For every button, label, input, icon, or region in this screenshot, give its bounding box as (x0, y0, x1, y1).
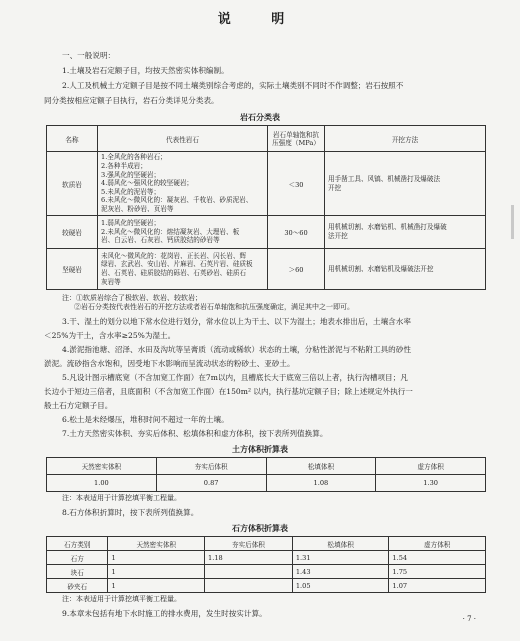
stone-row (47, 551, 486, 565)
para-4-line-1: 4.淤泥指池塘、沼泽、水田及沟坑等呈膏质（流动或稀软）状态的土壤，分粘性淤泥与不粘附工具的砂性 (62, 345, 411, 354)
stone-header: 夯实后体积 (205, 537, 293, 551)
stone-table-note: 注：本表适用于计算挖填平衡工程量。 (62, 595, 181, 603)
item-2-line-2: 同分类按相应定额子目执行，岩石分类详见分类表。 (44, 96, 219, 105)
soil-cell: 1.30 (376, 475, 486, 492)
rock-method: 用机械切割、水磨钻机及爆破法开挖 (325, 249, 486, 290)
stone-cell: 1.43 (292, 565, 389, 579)
soil-cell: 1.00 (47, 475, 157, 492)
page-edge-mark (511, 205, 514, 239)
stone-cell: 1.07 (389, 579, 486, 593)
page-number: · 7 · (462, 615, 476, 623)
rock-note-1: 注：①软质岩综合了极软岩、软岩、较软岩； (62, 294, 202, 302)
soil-table-caption: 土方体积折算表 (232, 444, 288, 454)
stone-cell: 1 (108, 565, 205, 579)
rock-strength: 30～60 (268, 216, 325, 249)
soil-cell: 0.87 (156, 475, 266, 492)
para-6: 6.松土是未经爆压，堆积时间不超过一年的土壤。 (62, 415, 229, 424)
rock-examples: 1.弱风化的坚硬岩； 2.未风化～微风化的：熔结凝灰岩、大理岩、板 岩、白云岩、石灰岩、钙质胶结的砂岩等 (98, 216, 268, 249)
soil-header: 虚方体积 (376, 458, 486, 475)
stone-header: 天然密实体积 (108, 537, 205, 551)
rock-strength: ＜30 (268, 152, 325, 216)
para-5-line-3: 般土石方定额子目。 (44, 401, 113, 410)
stone-cell: 块石 (47, 565, 108, 579)
rock-row-soft (47, 152, 486, 216)
stone-cell: 砂夹石 (47, 579, 108, 593)
para-7: 7.土方天然密实体积、夯实后体积、松填体积和虚方体积，按下表所列值换算。 (62, 429, 328, 438)
soil-row (47, 475, 486, 492)
item-1: 1.土壤及岩石定额子目，均按天然密实体积编制。 (62, 66, 229, 75)
stone-cell: 1.75 (389, 565, 486, 579)
para-5-line-1: 5.凡设计图示槽底宽（不含加宽工作面）在7m以内，且槽底长大于底宽三倍以上者，执行沟槽项目；凡 (62, 373, 408, 382)
stone-cell: 石方 (47, 551, 108, 565)
para-5-line-2: 长边小于短边三倍者，且底面积（不含加宽工作面）在150m² 以内，执行基坑定额子目；除上述规定外执行一 (44, 387, 413, 396)
rock-examples: 1.全风化的各种岩石； 2.各种半成岩； 3.强风化的坚硬岩； 4.弱风化～强风化的较坚硬岩； 5.未风化的泥岩等； 6.未风化～微风化的：凝灰岩、千枚岩、砂质泥岩、 泥灰岩、粉砂岩、页岩等 (98, 152, 268, 216)
stone-cell (205, 579, 293, 593)
rock-header-method: 开挖方法 (325, 126, 486, 152)
stone-header: 石方类别 (47, 537, 108, 551)
stone-header: 松填体积 (292, 537, 389, 551)
rock-row-medium (47, 216, 486, 249)
stone-cell: 1.31 (292, 551, 389, 565)
para-8: 8.石方体积折算时，按下表所列值换算。 (62, 508, 199, 517)
rock-strength: ＞60 (268, 249, 325, 290)
rock-name: 坚硬岩 (47, 249, 98, 290)
para-3-line-2: ＜25%为干土，含水率≥25%为湿土。 (44, 331, 176, 340)
rock-header-strength: 岩石单轴饱和抗压强度（MPa） (268, 126, 325, 152)
stone-cell: 1 (108, 579, 205, 593)
rock-name: 较硬岩 (47, 216, 98, 249)
para-3-line-1: 3.干、湿土的划分以地下常水位进行划分，常水位以上为干土、以下为湿土；地表水排出后，土壤含水率 (62, 317, 411, 326)
rock-method: 用手凿工具、风镐、机械凿打及爆破法 开挖 (325, 152, 486, 216)
rock-header-rocks: 代表性岩石 (98, 126, 268, 152)
soil-volume-table (46, 457, 486, 492)
soil-cell: 1.08 (266, 475, 376, 492)
stone-row (47, 565, 486, 579)
stone-volume-table (46, 536, 486, 593)
stone-row (47, 579, 486, 593)
rock-header-name: 名称 (47, 126, 98, 152)
stone-cell: 1.18 (205, 551, 293, 565)
stone-table-caption: 石方体积折算表 (232, 523, 288, 533)
para-9: 9.本章未包括有地下水时施工的排水费用，发生时按实计算。 (62, 609, 267, 618)
soil-table-note: 注：本表适用于计算挖填平衡工程量。 (62, 494, 181, 502)
section-heading: 一、一般说明： (62, 51, 116, 60)
stone-cell (205, 565, 293, 579)
soil-header: 天然密实体积 (47, 458, 157, 475)
rock-row-hard (47, 249, 486, 290)
rock-method: 用机械切割、水磨钻机、机械凿打及爆破 法开挖 (325, 216, 486, 249)
stone-header: 虚方体积 (389, 537, 486, 551)
soil-header: 夯实后体积 (156, 458, 266, 475)
stone-cell: 1.05 (292, 579, 389, 593)
rock-classification-table (46, 125, 486, 290)
rock-table-caption: 岩石分类表 (240, 112, 280, 122)
rock-name: 软质岩 (47, 152, 98, 216)
para-4-line-2: 淤泥。流砂指含水饱和，因受地下水影响而呈流动状态的粉砂土、亚砂土。 (44, 359, 295, 368)
rock-note-2: ②岩石分类按代表性岩石的开挖方法或者岩石单轴饱和抗压强度确定，满足其中之一即可。 (74, 303, 354, 311)
stone-cell: 1.54 (389, 551, 486, 565)
page-title: 说 明 (217, 12, 303, 27)
rock-examples: 未风化～微风化的：花岗岩、正长岩、闪长岩、辉 绿岩、玄武岩、安山岩、片麻岩、石英片岩、硅质板 岩、石英岩、硅质胶结的砾岩、石英砂岩、硅质石 灰岩等 (98, 249, 268, 290)
stone-cell: 1 (108, 551, 205, 565)
soil-header: 松填体积 (266, 458, 376, 475)
item-2-line-1: 2.人工及机械土方定额子目是按不同土壤类别综合考虑的，实际土壤类别不同时不作调整；岩石按照不 (62, 81, 404, 90)
